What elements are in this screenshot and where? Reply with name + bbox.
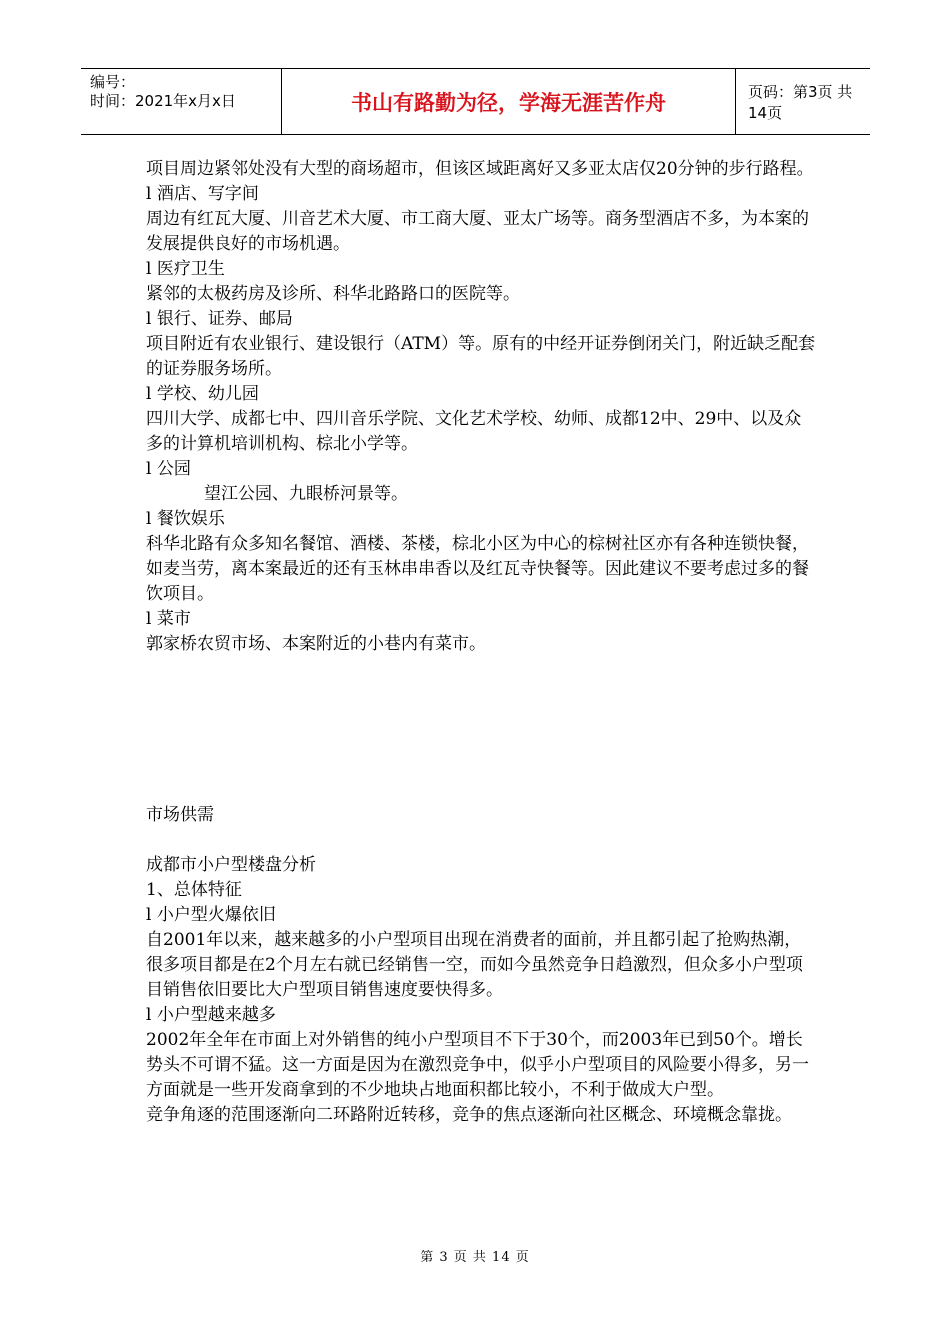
section-heading: 成都市小户型楼盘分析 [146, 855, 316, 875]
section-heading: l 学校、幼儿园 [146, 384, 259, 404]
paragraph: 紧邻的太极药房及诊所、科华北路路口的医院等。 [146, 284, 520, 304]
paragraph: 竞争角逐的范围逐渐向二环路附近转移，竞争的焦点逐渐向社区概念、环境概念靠拢。 [146, 1105, 792, 1125]
section-heading: 市场供需 [146, 805, 214, 825]
section-heading: l 菜市 [146, 609, 191, 629]
paragraph: 科华北路有众多知名餐馆、酒楼、茶楼，棕北小区为中心的棕树社区亦有各种连锁快餐，如麦当劳，离本案最近的还有玉林串串香以及红瓦寺快餐等。因此建议不要考虑过多的餐饮项目。 [146, 534, 809, 604]
paragraph: 望江公园、九眼桥河景等。 [204, 484, 408, 504]
section-heading: l 餐饮娱乐 [146, 509, 225, 529]
section-heading: l 医疗卫生 [146, 259, 225, 279]
paragraph: 自2001年以来，越来越多的小户型项目出现在消费者的面前，并且都引起了抢购热潮，很多项目都是在2个月左右就已经销售一空，而如今虽然竞争日趋激烈，但众多小户型项目销售依旧要比大户型项目销售速度要快得多。 [146, 930, 803, 1000]
section-heading: l 小户型越来越多 [146, 1005, 276, 1025]
header-motto: 书山有路勤为径，学海无涯苦作舟 [282, 69, 736, 134]
document-body [146, 157, 816, 1128]
spacer [146, 657, 816, 803]
section-heading: l 公园 [146, 459, 191, 479]
number-label: 编号： [90, 73, 136, 91]
paragraph: 项目附近有农业银行、建设银行（ATM）等。原有的中经开证券倒闭关门，附近缺乏配套的证券服务场所。 [146, 334, 816, 379]
paragraph: 2002年全年在市面上对外销售的纯小户型项目不下于30个，而2003年已到50个。增长势头不可谓不猛。这一方面是因为在激烈竞争中，似乎小户型项目的风险要小得多，另一方面就是一些开发商拿到的不少地块占地面积都比较小，不利于做成大户型。 [146, 1030, 809, 1100]
paragraph: 周边有红瓦大厦、川音艺术大厦、市工商大厦、亚太广场等。商务型酒店不多，为本案的发展提供良好的市场机遇。 [146, 209, 809, 254]
section-heading: l 酒店、写字间 [146, 184, 259, 204]
page-header [81, 68, 870, 135]
header-meta [81, 69, 282, 134]
paragraph: 郭家桥农贸市场、本案附近的小巷内有菜市。 [146, 634, 486, 654]
section-heading: l 小户型火爆依旧 [146, 905, 276, 925]
header-page-info: 页码：第3页 共14页 [748, 82, 853, 122]
page-footer: 第 3 页 共 14 页 [420, 1250, 530, 1265]
spacer [146, 828, 816, 853]
section-heading: l 银行、证券、邮局 [146, 309, 293, 329]
time-label: 时间：2021年x月x日 [90, 92, 236, 110]
paragraph: 四川大学、成都七中、四川音乐学院、文化艺术学校、幼师、成都12中、29中、以及众多的计算机培训机构、棕北小学等。 [146, 409, 802, 454]
paragraph: 项目周边紧邻处没有大型的商场超市，但该区域距离好又多亚太店仅20分钟的步行路程。 [146, 159, 814, 179]
section-heading: 1、总体特征 [146, 880, 242, 900]
